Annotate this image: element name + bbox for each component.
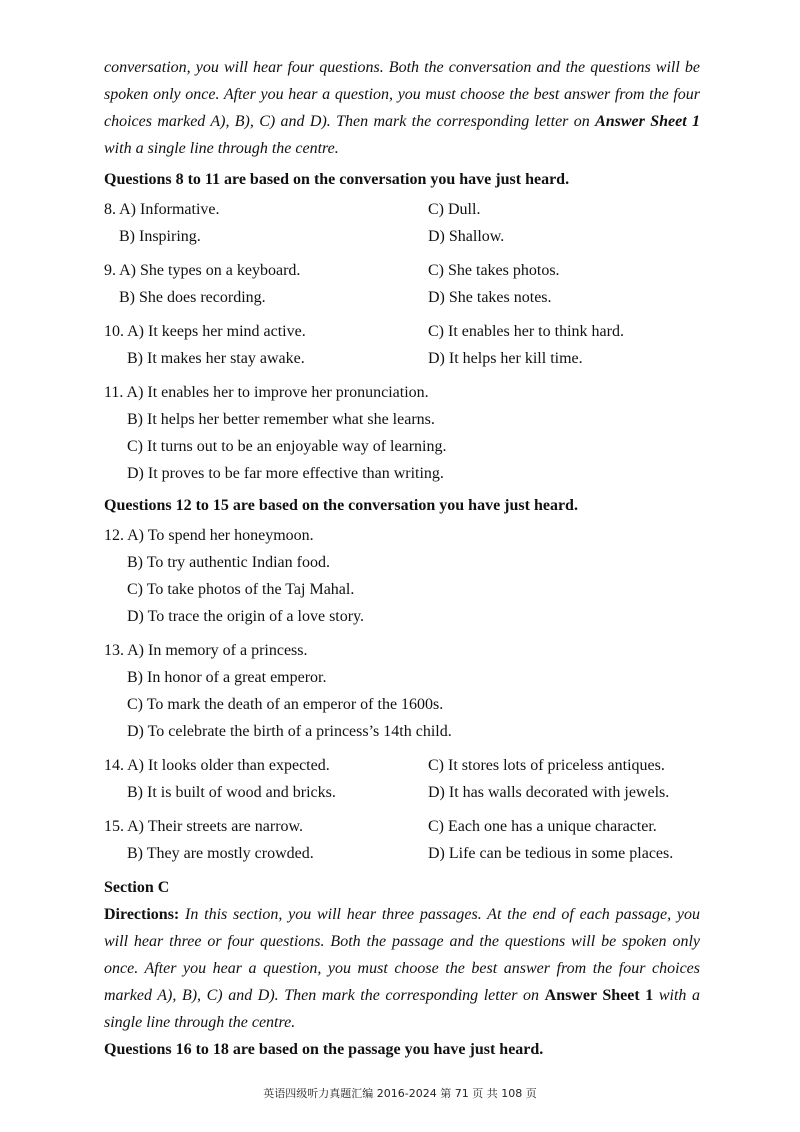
option-d: D) It has walls decorated with jewels. — [428, 784, 670, 801]
question-11 — [104, 379, 700, 487]
page-footer: 英语四级听力真题汇编 2016-2024 第 71 页 共 108 页 — [263, 1087, 537, 1100]
option-a: 15. A) Their streets are narrow. — [104, 818, 304, 835]
option-b: B) It is built of wood and bricks. — [127, 784, 336, 801]
page-content — [104, 54, 700, 1066]
option-c: C) To take photos of the Taj Mahal. — [127, 581, 355, 598]
option-c: C) It enables her to think hard. — [428, 323, 624, 340]
option-a: 12. A) To spend her honeymoon. — [104, 527, 314, 544]
option-c: C) Dull. — [428, 201, 481, 218]
answer-sheet-emphasis: Answer Sheet 1 — [595, 113, 700, 130]
option-c: C) She takes photos. — [428, 262, 560, 279]
option-d: D) To trace the origin of a love story. — [127, 608, 365, 625]
question-group-heading: Questions 12 to 15 are based on the conversation you have just heard. — [104, 497, 578, 514]
option-c: C) Each one has a unique character. — [428, 818, 657, 835]
option-a: 10. A) It keeps her mind active. — [104, 323, 306, 340]
option-c: C) To mark the death of an emperor of the 1600s. — [127, 696, 444, 713]
section-title: Section C — [104, 879, 170, 896]
option-d: D) It proves to be far more effective than writing. — [127, 465, 444, 482]
option-a: 14. A) It looks older than expected. — [104, 757, 330, 774]
option-a: 8. A) Informative. — [104, 201, 220, 218]
question-9 — [104, 257, 700, 311]
option-b: B) Inspiring. — [119, 228, 201, 245]
option-c: C) It turns out to be an enjoyable way of learning. — [127, 438, 447, 455]
intro-paragraph: conversation, you will hear four questions. Both the conversation and the questions will be spoken only once. After you hear a question, you must choose the best answer from the four choices marked A), B), C) and D). Then mark the corresponding letter on Answer Sheet 1 with a single line through the centre. — [104, 59, 700, 157]
option-a: 13. A) In memory of a princess. — [104, 642, 308, 659]
option-a: 11. A) It enables her to improve her pronunciation. — [104, 384, 429, 401]
directions-paragraph: Directions: In this section, you will hear three passages. At the end of each passage, you will hear three or four questions. Both the passage and the questions will be spoken only once. After you hear a question, you must choose the best answer from the four choices marked A), B), C) and D). Then mark the corresponding letter on Answer Sheet 1 with a single line through the centre. — [104, 906, 700, 1031]
option-d: D) To celebrate the birth of a princess’s 14th child. — [127, 723, 452, 740]
question-group-heading: Questions 8 to 11 are based on the conversation you have just heard. — [104, 171, 570, 188]
option-b: B) She does recording. — [119, 289, 266, 306]
option-d: D) It helps her kill time. — [428, 350, 583, 367]
option-b: B) It helps her better remember what she learns. — [127, 411, 435, 428]
directions-label: Directions: — [104, 906, 180, 923]
option-c: C) It stores lots of priceless antiques. — [428, 757, 665, 774]
option-b: B) To try authentic Indian food. — [127, 554, 330, 571]
question-8 — [104, 196, 700, 250]
option-b: B) They are mostly crowded. — [127, 845, 314, 862]
question-13 — [104, 637, 700, 745]
question-12 — [104, 522, 700, 630]
option-d: D) Life can be tedious in some places. — [428, 845, 674, 862]
question-15 — [104, 813, 700, 867]
option-d: D) Shallow. — [428, 228, 505, 245]
question-14 — [104, 752, 700, 806]
question-group-heading: Questions 16 to 18 are based on the passage you have just heard. — [104, 1041, 544, 1058]
option-a: 9. A) She types on a keyboard. — [104, 262, 301, 279]
option-b: B) In honor of a great emperor. — [127, 669, 327, 686]
option-b: B) It makes her stay awake. — [127, 350, 305, 367]
answer-sheet-emphasis: Answer Sheet 1 — [544, 987, 654, 1004]
question-10 — [104, 318, 700, 372]
option-d: D) She takes notes. — [428, 289, 552, 306]
